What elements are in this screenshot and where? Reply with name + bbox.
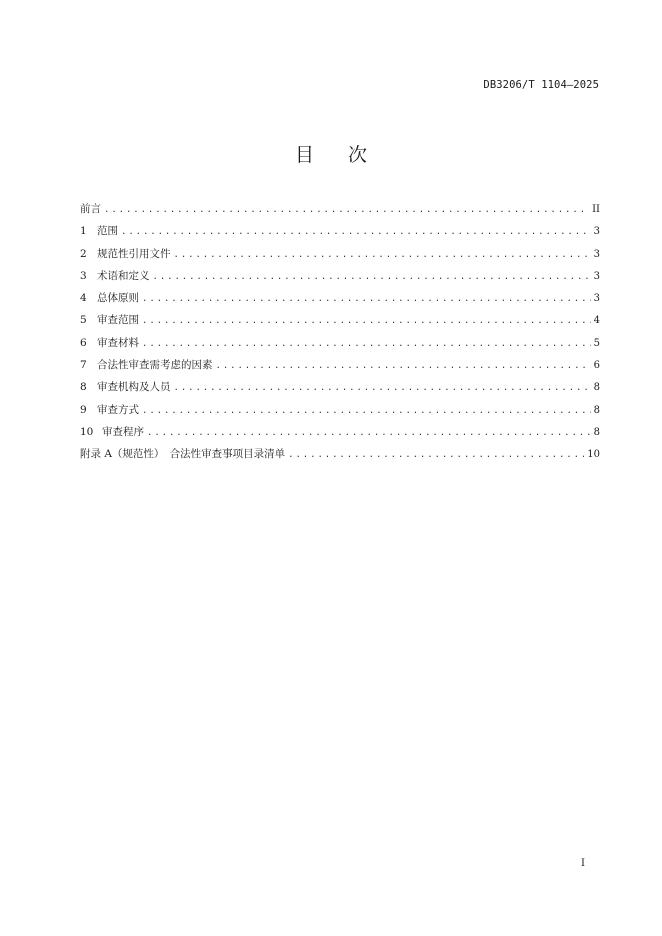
toc-dot-leader: [142, 335, 591, 353]
toc-dot-leader: [216, 357, 591, 375]
toc-entry-7[interactable]: [80, 356, 600, 378]
toc-entry-page: 3: [593, 270, 600, 282]
toc-entry-number: 7: [80, 359, 87, 372]
toc-dot-leader: [288, 446, 584, 464]
toc-entry-page: 3: [593, 248, 600, 260]
title-char-2: 次: [348, 144, 368, 166]
toc-entry-number: 2: [80, 247, 87, 260]
toc-entry-page: 8: [593, 426, 600, 438]
toc-entry-number: 3: [80, 269, 87, 282]
toc-entry-5[interactable]: [80, 311, 600, 333]
toc-entry-page: 8: [593, 404, 600, 416]
toc-dot-leader: [147, 424, 591, 442]
toc-entry-number: 6: [80, 336, 87, 349]
toc-dot-leader: [142, 312, 591, 330]
toc-entry-appendix-a[interactable]: [80, 445, 600, 467]
toc-entry-label: 范围: [97, 225, 118, 238]
toc-entry-2[interactable]: [80, 245, 600, 267]
toc-entry-page: 3: [593, 226, 600, 238]
toc-entry-label: 审查机构及人员: [97, 381, 171, 394]
toc-entry-page: II: [592, 204, 600, 215]
toc-entry-page: 6: [593, 360, 600, 372]
toc-entry-foreword[interactable]: [80, 200, 600, 222]
toc-dot-leader: [142, 402, 591, 420]
toc-entry-6[interactable]: [80, 334, 600, 356]
toc-entry-label: 总体原则: [97, 292, 139, 305]
toc-entry-label: 前言: [80, 203, 101, 215]
toc-entry-label: 审查方式: [97, 403, 139, 416]
toc-entry-label: 审查材料: [97, 336, 139, 349]
title-char-1: 目: [294, 144, 314, 166]
toc-entry-10[interactable]: [80, 423, 600, 445]
toc-entry-page: 4: [593, 315, 600, 327]
toc-entry-page: 5: [593, 337, 600, 349]
toc-entry-page: 8: [593, 382, 600, 394]
toc-entry-9[interactable]: [80, 401, 600, 423]
toc-entry-label: 审查程序: [102, 425, 144, 438]
toc-dot-leader: [174, 246, 591, 264]
toc-dot-leader: [142, 290, 591, 308]
toc-entry-label: 附录 A（规范性） 合法性审查事项目录清单: [80, 448, 286, 461]
toc-entry-number: 8: [80, 381, 87, 394]
toc-dot-leader: [121, 223, 591, 241]
toc-dot-leader: [104, 201, 589, 219]
toc-entry-number: 4: [80, 292, 87, 305]
toc-entry-number: 9: [80, 403, 87, 416]
toc-entry-number: 5: [80, 314, 87, 327]
document-code: DB3206/T 1104—2025: [483, 79, 599, 91]
toc-entry-page: 10: [587, 449, 600, 461]
page-number: I: [581, 858, 585, 869]
toc-dot-leader: [174, 379, 591, 397]
toc-entry-label: 审查范围: [97, 314, 139, 327]
toc-entry-label: 合法性审查需考虑的因素: [97, 359, 213, 372]
toc-entry-4[interactable]: [80, 289, 600, 311]
toc-entry-number: 10: [80, 425, 94, 438]
toc-entry-1[interactable]: [80, 222, 600, 244]
page-title: [0, 140, 662, 167]
table-of-contents: [80, 200, 600, 468]
toc-entry-3[interactable]: [80, 267, 600, 289]
toc-entry-number: 1: [80, 225, 87, 238]
toc-entry-label: 术语和定义: [97, 269, 150, 282]
toc-entry-page: 3: [593, 293, 600, 305]
toc-entry-label: 规范性引用文件: [97, 247, 171, 260]
toc-dot-leader: [153, 268, 591, 286]
toc-entry-8[interactable]: [80, 378, 600, 400]
